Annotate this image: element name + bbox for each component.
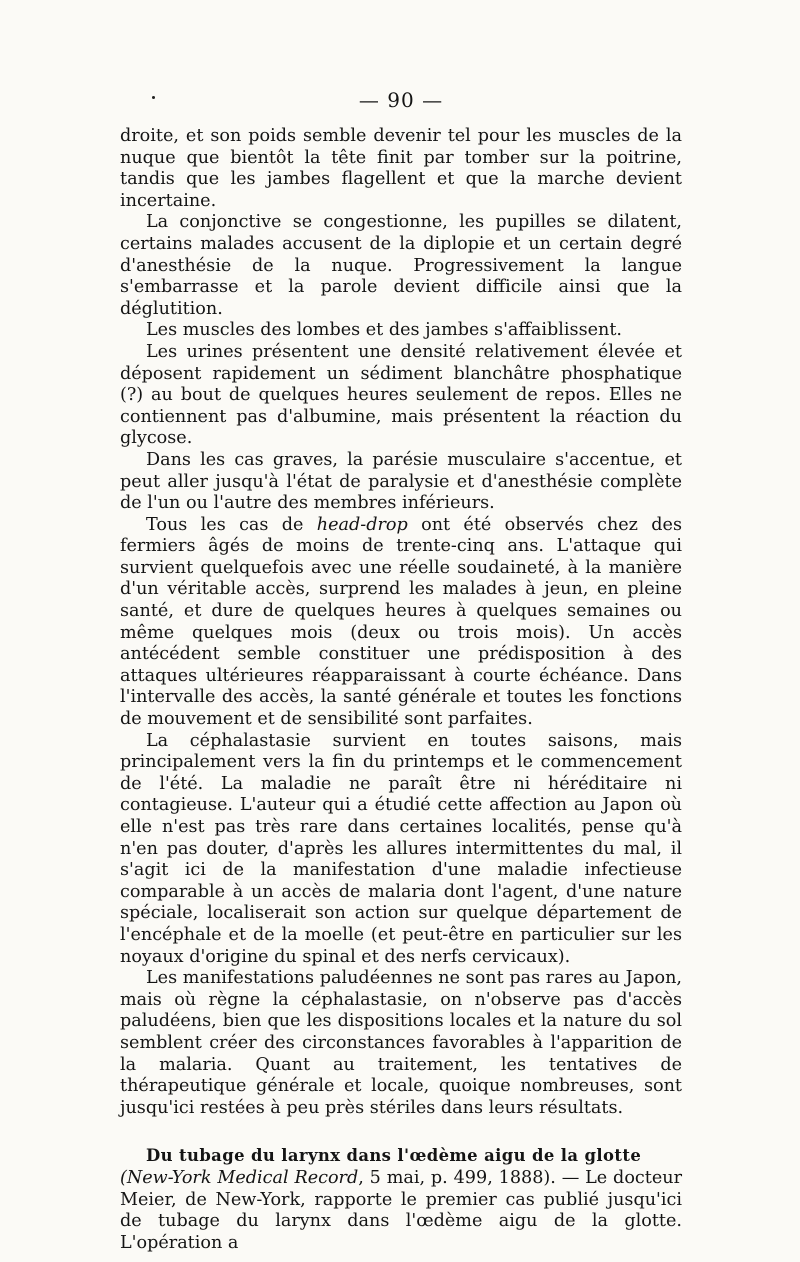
paragraph-severe-cases: Dans les cas graves, la parésie musculaire s'accentue, et peut aller jusqu'à l'état de paralysie et d'anesthésie complète de l'un ou l'autre des membres inférieurs. [120, 449, 682, 514]
article-title: Du tubage du larynx dans l'œdème aigu de la glotte [146, 1146, 642, 1166]
article-separator [120, 1119, 682, 1145]
paragraph-malaria: Les manifestations paludéennes ne sont pas rares au Japon, mais où règne la céphalastasie, on n'observe pas d'accès paludéens, bien que les dispositions locales et la nature du sol semblent créer des circonstances favorables à l'apparition de la malaria. Quant au traitement, les tentatives de thérapeutique générale et locale, quoique nombreuses, sont jusqu'ici restées à peu près stériles dans leurs résultats. [120, 968, 682, 1118]
document-page [120, 88, 682, 1254]
paragraph-continuation: droite, et son poids semble devenir tel pour les muscles de la nuque que bientôt la tête finit par tomber sur la poitrine, tandis que les jambes flagellent et que la marche devient incertaine. [120, 126, 682, 211]
paragraph-head-drop [120, 515, 682, 731]
head-drop-text-before: Tous les cas de [146, 514, 317, 535]
page-number: — 90 — [358, 88, 444, 112]
article-heading-paragraph [120, 1145, 682, 1254]
paragraph-urine: Les urines présentent une densité relativement élevée et déposent rapidement un sédiment blanchâtre phosphatique (?) au bout de quelques heures seulement de repos. Elles ne contiennent pas d'albumine, mais présentent la réaction du glycose. [120, 341, 682, 449]
paragraph-muscles: Les muscles des lombes et des jambes s'affaiblissent. [146, 320, 623, 341]
paragraph-conjunctiva: La conjonctive se congestionne, les pupilles se dilatent, certains malades accusent de la diplopie et un certain degré d'anesthésie de la nuque. Progressivement la langue s'embarrasse et la parole devient difficile ainsi que la déglutition. [120, 212, 682, 319]
article-body: , 5 mai, p. 499, 1888). — Le docteur Meier, de New-York, rapporte le premier cas publié jusqu'ici de tubage du larynx dans l'œdème aigu de la glotte. L'opération a [120, 1167, 682, 1253]
article-source: (New-York Medical Record [120, 1167, 359, 1188]
head-drop-text-after: ont été observés chez des fermiers âgés de moins de trente-cinq ans. L'attaque qui survient quelquefois avec une réelle soudaineté, à la manière d'un véritable accès, surprend les malades à jeun, en pleine santé, et dure de quelques heures à quelques semaines ou même quelques mois (deux ou trois mois). Un accès antécédent semble constituer une prédisposition à des attaques ultérieures réapparaissant à courte échéance. Dans l'intervalle des accès, la santé générale et toutes les fonctions de mouvement et de sensibilité sont parfaites. [120, 514, 682, 730]
head-drop-term: head-drop [316, 514, 408, 535]
paragraph-cephalastasie: La céphalastasie survient en toutes saisons, mais principalement vers la fin du printemps et le commencement de l'été. La maladie ne paraît être ni héréditaire ni contagieuse. L'auteur qui a étudié cette affection au Japon où elle n'est pas très rare dans certaines localités, pense qu'à n'en pas douter, d'après les allures intermittentes du mal, il s'agit ici de la manifestation d'une maladie infectieuse comparable à un accès de malaria dont l'agent, d'une nature spéciale, localiserait son action sur quelque département de l'encéphale et de la moelle (et peut-être en particulier sur les noyaux d'origine du spinal et des nerfs cervicaux). [120, 730, 682, 967]
